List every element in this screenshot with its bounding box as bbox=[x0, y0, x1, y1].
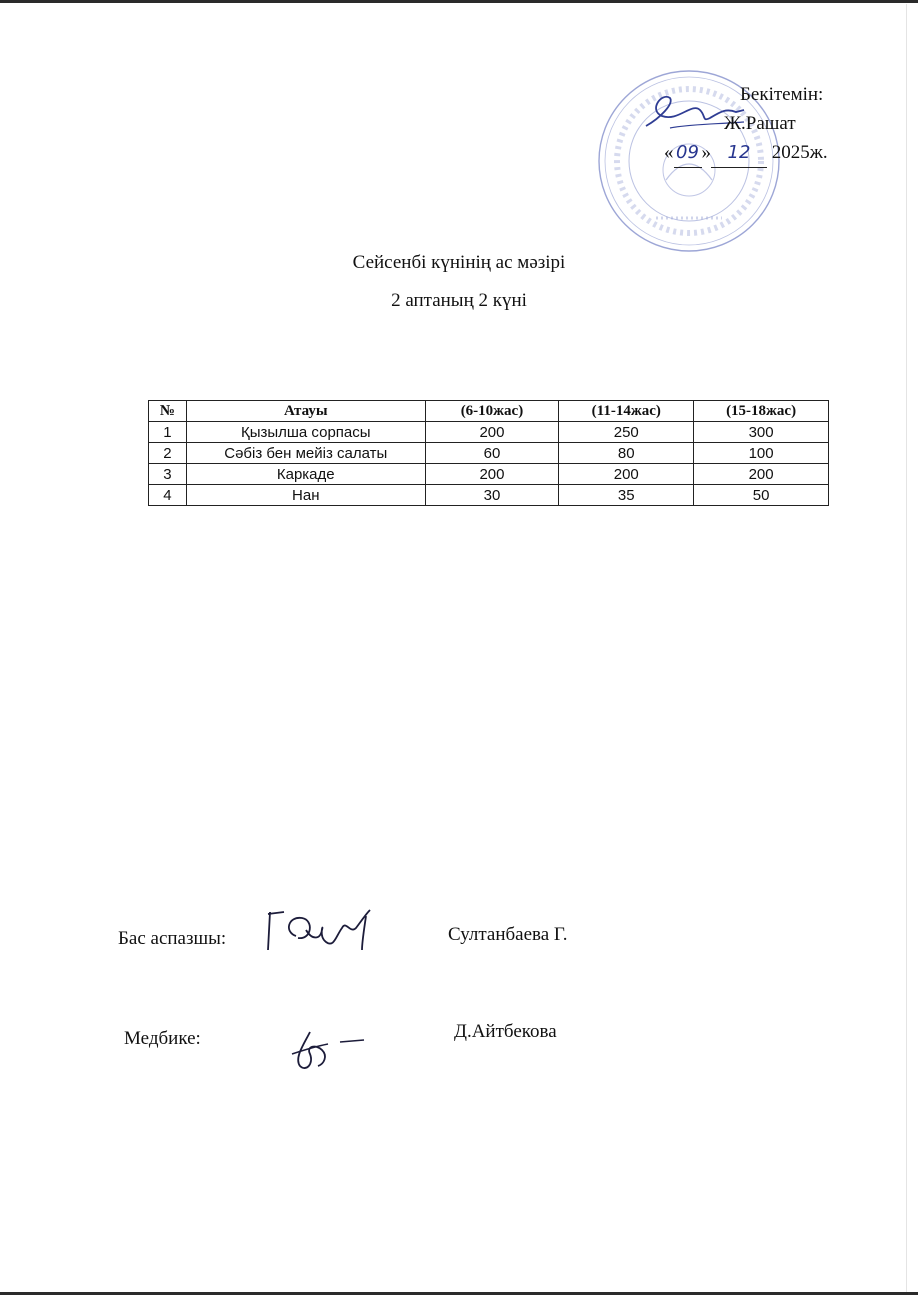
cell-name: Нан bbox=[186, 485, 425, 506]
cell-name: Каркаде bbox=[186, 464, 425, 485]
column-header: (11-14жас) bbox=[559, 401, 694, 422]
approval-date bbox=[664, 138, 828, 168]
table-row bbox=[149, 443, 829, 464]
column-header: Атауы bbox=[186, 401, 425, 422]
page-title: Сейсенбі күнінің ас мәзірі bbox=[352, 252, 566, 273]
cell-age-6-10: 200 bbox=[425, 422, 559, 443]
table-row bbox=[149, 485, 829, 506]
cell-name: Қызылша сорпасы bbox=[186, 422, 425, 443]
cell-age-15-18: 50 bbox=[694, 485, 829, 506]
approval-title: Бекітемін: bbox=[740, 84, 824, 105]
menu-table bbox=[148, 400, 829, 506]
date-year: 2025ж. bbox=[771, 142, 828, 163]
column-header: (15-18жас) bbox=[694, 401, 829, 422]
date-day: 09 bbox=[674, 138, 702, 168]
chef-signature-icon bbox=[262, 906, 382, 956]
nurse-label: Медбике: bbox=[124, 1028, 201, 1049]
cell-no: 2 bbox=[149, 443, 187, 464]
cell-age-11-14: 35 bbox=[559, 485, 694, 506]
bottom-edge-line bbox=[0, 1292, 918, 1295]
approval-block bbox=[630, 80, 840, 167]
page-subtitle: 2 аптаның 2 күні bbox=[391, 290, 527, 311]
top-edge-line bbox=[0, 0, 918, 3]
cell-age-6-10: 30 bbox=[425, 485, 559, 506]
column-header: (6-10жас) bbox=[425, 401, 559, 422]
nurse-signature-icon bbox=[284, 1024, 374, 1074]
chef-label: Бас аспазшы: bbox=[118, 928, 227, 949]
date-month: 12 bbox=[711, 138, 767, 168]
date-quote-close: » bbox=[701, 142, 711, 163]
cell-no: 3 bbox=[149, 464, 187, 485]
cell-age-11-14: 250 bbox=[559, 422, 694, 443]
page-edge-line bbox=[906, 4, 907, 1292]
date-quote-open: « bbox=[664, 142, 674, 163]
cell-age-11-14: 80 bbox=[559, 443, 694, 464]
cell-age-11-14: 200 bbox=[559, 464, 694, 485]
cell-age-15-18: 100 bbox=[694, 443, 829, 464]
cell-no: 4 bbox=[149, 485, 187, 506]
table-row bbox=[149, 422, 829, 443]
column-header: № bbox=[149, 401, 187, 422]
cell-name: Сәбіз бен мейіз салаты bbox=[186, 443, 425, 464]
nurse-name: Д.Айтбекова bbox=[454, 1021, 557, 1042]
cell-age-15-18: 300 bbox=[694, 422, 829, 443]
approval-name: Ж.Рашат bbox=[724, 113, 796, 134]
cell-age-6-10: 200 bbox=[425, 464, 559, 485]
cell-age-6-10: 60 bbox=[425, 443, 559, 464]
cell-age-15-18: 200 bbox=[694, 464, 829, 485]
table-row bbox=[149, 464, 829, 485]
table-header-row bbox=[149, 401, 829, 422]
chef-name: Султанбаева Г. bbox=[448, 924, 568, 945]
cell-no: 1 bbox=[149, 422, 187, 443]
